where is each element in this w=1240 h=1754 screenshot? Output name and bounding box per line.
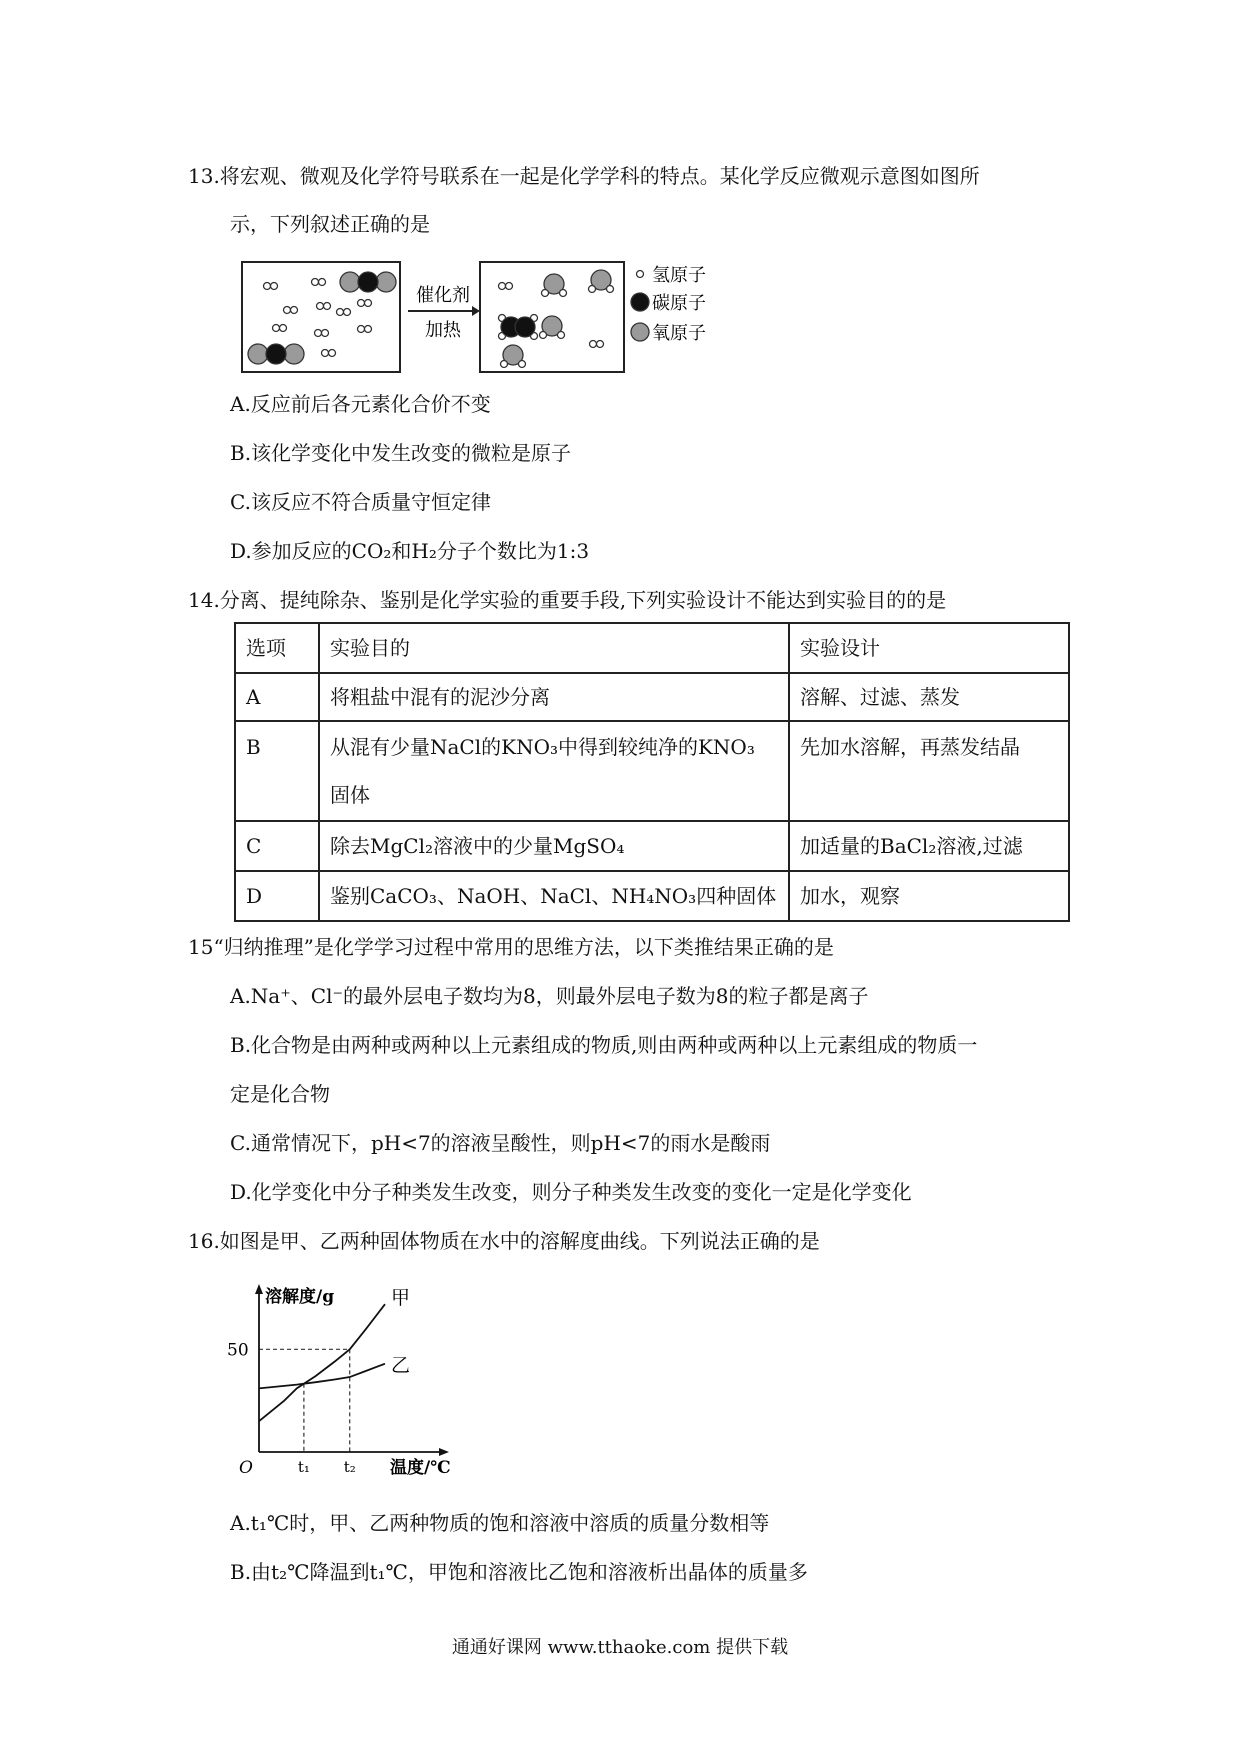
table-row (235, 721, 1069, 821)
q13-option-c: C.该反应不符合质量守恒定律 (230, 490, 491, 514)
series-label-jia: 甲 (391, 1287, 411, 1310)
legend-hydrogen-label: 氢原子 (652, 265, 706, 286)
x-tick-label-t2: t₂ (343, 1458, 356, 1476)
q15-option-c: C.通常情况下，pH<7的溶液呈酸性，则pH<7的雨水是酸雨 (230, 1131, 771, 1155)
q13-option-b: B.该化学变化中发生改变的微粒是原子 (230, 441, 572, 465)
q15-stem: 15“归纳推理”是化学学习过程中常用的思维方法，以下类推结果正确的是 (188, 935, 834, 959)
row-a-goal: 将粗盐中混有的泥沙分离 (319, 673, 789, 721)
header-design: 实验设计 (789, 623, 1069, 673)
row-b-goal-cell (319, 721, 789, 821)
row-b-goal-cont: 固体 (330, 783, 370, 807)
reaction-micro-diagram (240, 258, 740, 376)
q16-stem: 16.如图是甲、乙两种固体物质在水中的溶解度曲线。下列说法正确的是 (188, 1229, 820, 1253)
q15-option-d: D.化学变化中分子种类发生改变，则分子种类发生改变的变化一定是化学变化 (230, 1180, 912, 1204)
row-a-design: 溶解、过滤、蒸发 (789, 673, 1069, 721)
row-b-goal: 从混有少量NaCl的KNO₃中得到较纯净的KNO₃ (330, 735, 755, 759)
header-goal: 实验目的 (319, 623, 789, 673)
q13-option-a: A.反应前后各元素化合价不变 (230, 392, 491, 416)
legend-oxygen-icon (631, 323, 649, 341)
origin-label: O (239, 1458, 253, 1478)
x-tick-label-t1: t₁ (297, 1458, 310, 1476)
row-b-design: 先加水溶解，再蒸发结晶 (789, 721, 1069, 821)
row-a-option: A (235, 673, 319, 721)
q16-option-a: A.t₁℃时，甲、乙两种物质的饱和溶液中溶质的质量分数相等 (230, 1511, 770, 1535)
q14-table (234, 622, 1070, 922)
x-axis-label: 温度/℃ (390, 1458, 451, 1478)
row-c-design: 加适量的BaCl₂溶液,过滤 (789, 821, 1069, 871)
row-c-option: C (235, 821, 319, 871)
row-d-design: 加水，观察 (789, 871, 1069, 921)
table-header-row (235, 623, 1069, 673)
legend-hydrogen-icon (637, 271, 644, 278)
legend-oxygen-label: 氧原子 (652, 323, 706, 344)
reactant-co2-molecule-2 (248, 344, 304, 364)
q13-stem-line1: 13.将宏观、微观及化学符号联系在一起是化学学科的特点。某化学反应微观示意图如图所 (188, 164, 980, 188)
row-b-option: B (235, 721, 319, 821)
series-line-jia (259, 1304, 385, 1421)
arrow-label-catalyst: 催化剂 (416, 285, 470, 306)
table-row (235, 871, 1069, 921)
row-d-option: D (235, 871, 319, 921)
q15-option-b-line1: B.化合物是由两种或两种以上元素组成的物质,则由两种或两种以上元素组成的物质一 (230, 1033, 978, 1057)
series-label-yi: 乙 (391, 1354, 411, 1377)
product-water-molecule-4 (501, 345, 526, 368)
row-c-goal: 除去MgCl₂溶液中的少量MgSO₄ (319, 821, 789, 871)
x-axis-arrow (439, 1448, 449, 1456)
y-tick-label-50: 50 (227, 1340, 249, 1361)
row-d-goal: 鉴别CaCO₃、NaOH、NaCl、NH₄NO₃四种固体 (319, 871, 789, 921)
solubility-chart (225, 1280, 465, 1480)
y-axis-label: 溶解度/g (265, 1287, 335, 1307)
header-option: 选项 (235, 623, 319, 673)
product-water-molecule-3 (540, 316, 565, 339)
q13-stem-line2: 示，下列叙述正确的是 (230, 212, 430, 236)
chart-plot-area (227, 1287, 410, 1476)
y-axis-arrow (255, 1284, 263, 1294)
legend-carbon-label: 碳原子 (652, 293, 706, 314)
q15-option-b-line2: 定是化合物 (230, 1082, 330, 1106)
table-row (235, 821, 1069, 871)
page-footer: 通通好课网 www.tthaoke.com 提供下载 (451, 1637, 789, 1658)
product-ethylene-molecule (499, 315, 538, 340)
series-line-yi (259, 1364, 385, 1389)
q16-option-b: B.由t₂℃降温到t₁℃，甲饱和溶液比乙饱和溶液析出晶体的质量多 (230, 1560, 808, 1584)
product-water-molecule-1 (542, 274, 567, 297)
q13-option-d: D.参加反应的CO₂和H₂分子个数比为1:3 (230, 539, 590, 563)
legend-carbon-icon (631, 293, 649, 311)
arrow-label-heat: 加热 (425, 320, 461, 341)
reactant-co2-molecule-1 (340, 272, 396, 292)
table-row (235, 673, 1069, 721)
product-water-molecule-2 (589, 270, 614, 293)
q14-stem: 14.分离、提纯除杂、鉴别是化学实验的重要手段,下列实验设计不能达到实验目的的是 (188, 588, 947, 612)
q15-option-a: A.Na⁺、Cl⁻的最外层电子数均为8，则最外层电子数为8的粒子都是离子 (230, 984, 869, 1008)
arrow-head (472, 306, 480, 316)
